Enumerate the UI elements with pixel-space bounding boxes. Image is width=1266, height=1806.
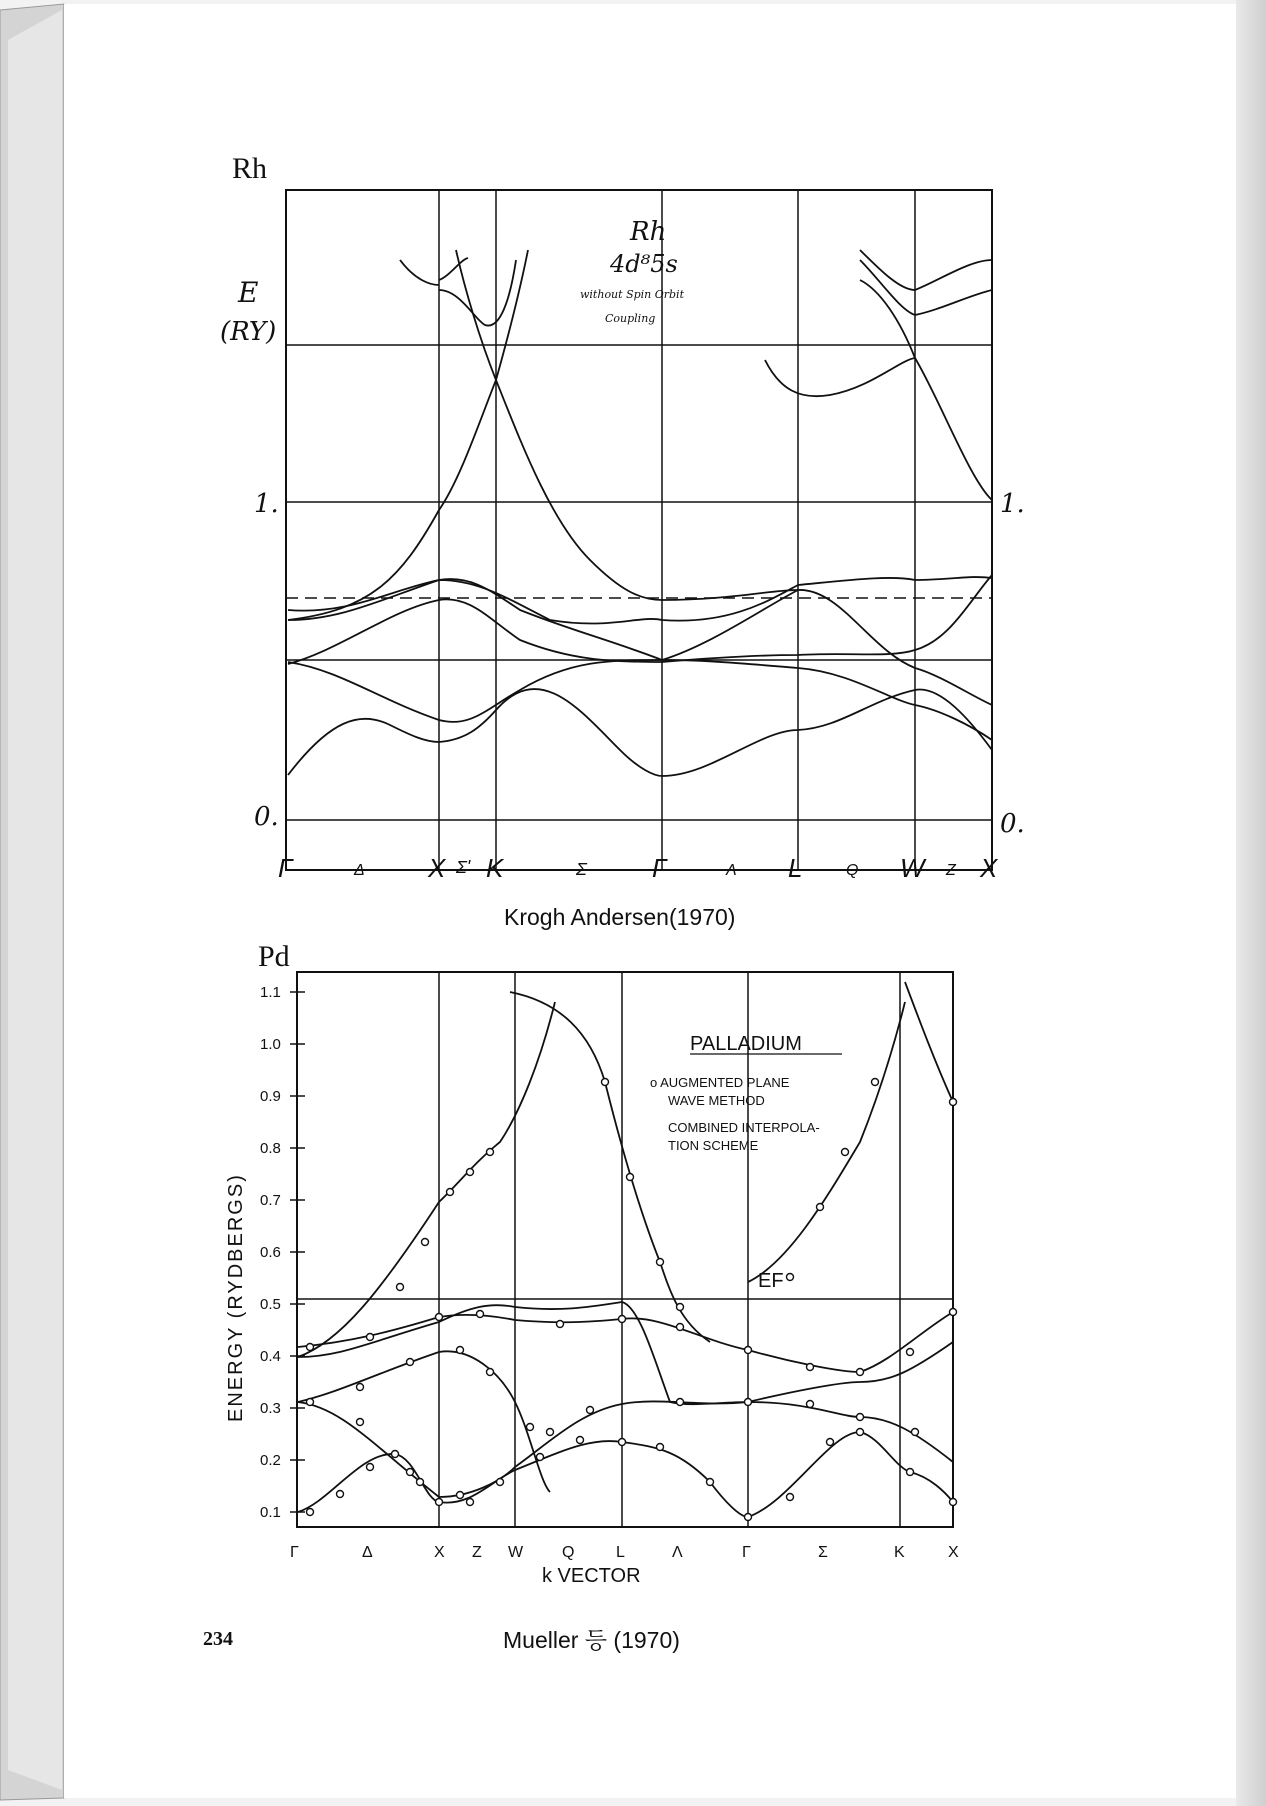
pd-band-6 <box>439 1002 555 1202</box>
pd-band-chart <box>210 962 990 1622</box>
rh-band-13 <box>765 358 992 500</box>
pd-element-label: Pd <box>258 940 290 973</box>
pd-legend-line: TION SCHEME <box>668 1138 759 1153</box>
rh-band-11 <box>400 260 439 285</box>
pd-title: PALLADIUM <box>690 1033 802 1055</box>
rh-band-7 <box>288 510 439 620</box>
rh-ytick-right-0: 0. <box>1000 809 1025 839</box>
pd-ytick: 0.8 <box>260 1140 281 1157</box>
rh-xlabel: K <box>486 853 504 883</box>
pd-xlabel-title: k VECTOR <box>542 1565 641 1587</box>
pd-ytick: 0.3 <box>260 1400 281 1417</box>
pd-xlabel: Q <box>562 1544 575 1561</box>
rh-xlabel: Σ <box>576 859 587 879</box>
rh-band-9 <box>456 250 496 380</box>
pd-band-8 <box>510 992 710 1342</box>
rh-xlabel: Λ <box>726 862 737 879</box>
pd-ylabel: ENERGY (RYDBERGS) <box>225 1173 247 1422</box>
pd-xlabel: Γ <box>742 1544 751 1561</box>
pd-fermi-label: EF <box>758 1270 784 1292</box>
pd-legend-line: WAVE METHOD <box>668 1093 765 1108</box>
pd-xlabel: Δ <box>362 1544 373 1561</box>
pd-band-1 <box>298 1432 953 1517</box>
rh-xlabel: Z <box>946 862 956 879</box>
rh-ylabel-line-2: (RY) <box>220 317 277 347</box>
pd-ytick: 0.4 <box>260 1348 281 1365</box>
pd-xlabel: W <box>508 1544 524 1561</box>
rh-caption: Krogh Andersen(1970) <box>504 904 736 930</box>
page-edge-shadow <box>1236 0 1266 1806</box>
rh-xlabel: X <box>428 853 446 883</box>
rh-band-10 <box>439 260 516 326</box>
rh-title-line-2: 4d⁸5s <box>610 250 678 278</box>
rh-title-line-4: Coupling <box>605 312 656 325</box>
rh-xlabel: W <box>900 853 925 883</box>
pd-xlabel: X <box>434 1544 445 1561</box>
rh-xlabel: Q <box>846 862 859 879</box>
rh-xlabel: Γ <box>278 853 293 883</box>
rh-ytick-right-1: 1. <box>1000 489 1025 519</box>
pd-xlabel: L <box>616 1544 625 1561</box>
pd-legend-line: COMBINED INTERPOLA- <box>668 1120 820 1135</box>
rh-xlabel: X <box>980 853 998 883</box>
pd-band-10 <box>905 982 953 1102</box>
pd-xlabel: Z <box>472 1544 482 1561</box>
rh-xlabel: Γ <box>652 853 667 883</box>
pd-xlabel: K <box>894 1544 905 1561</box>
pd-xlabel: Γ <box>290 1544 299 1561</box>
pd-ytick: 0.6 <box>260 1244 281 1261</box>
rh-band-15 <box>860 250 992 290</box>
rh-element-label: Rh <box>232 152 268 185</box>
rh-title-line-1: Rh <box>630 217 667 247</box>
pd-caption: Mueller 등 (1970) <box>503 1627 680 1653</box>
pd-ytick: 1.0 <box>260 1036 281 1053</box>
page-number: 234 <box>203 1628 233 1650</box>
rh-ytick-left-0: 0. <box>254 802 279 832</box>
rh-band-6 <box>439 380 798 600</box>
pd-ytick: 0.5 <box>260 1296 281 1313</box>
rh-band-12 <box>439 258 468 280</box>
pd-xlabel: X <box>948 1544 959 1561</box>
pd-ytick: 0.2 <box>260 1452 281 1469</box>
pd-xlabel: Σ <box>818 1544 828 1561</box>
rh-ytick-left-1: 1. <box>254 489 279 519</box>
pd-legend-line: o AUGMENTED PLANE <box>650 1075 790 1090</box>
pd-ytick: 1.1 <box>260 984 281 1001</box>
pd-band-2 <box>298 1401 953 1497</box>
pd-ytick: 0.7 <box>260 1192 281 1209</box>
rh-xlabel: Σ' <box>456 857 471 877</box>
rh-xlabel: L <box>788 853 803 883</box>
rh-xlabel: Δ <box>354 862 365 879</box>
rh-band-chart <box>210 180 1030 890</box>
rh-title-line-3: without Spin Orbit <box>580 288 684 301</box>
pd-ytick: 0.1 <box>260 1504 281 1521</box>
pd-ytick: 0.9 <box>260 1088 281 1105</box>
pd-xlabel: Λ <box>672 1544 683 1561</box>
rh-ylabel-line-1: E <box>238 276 259 309</box>
